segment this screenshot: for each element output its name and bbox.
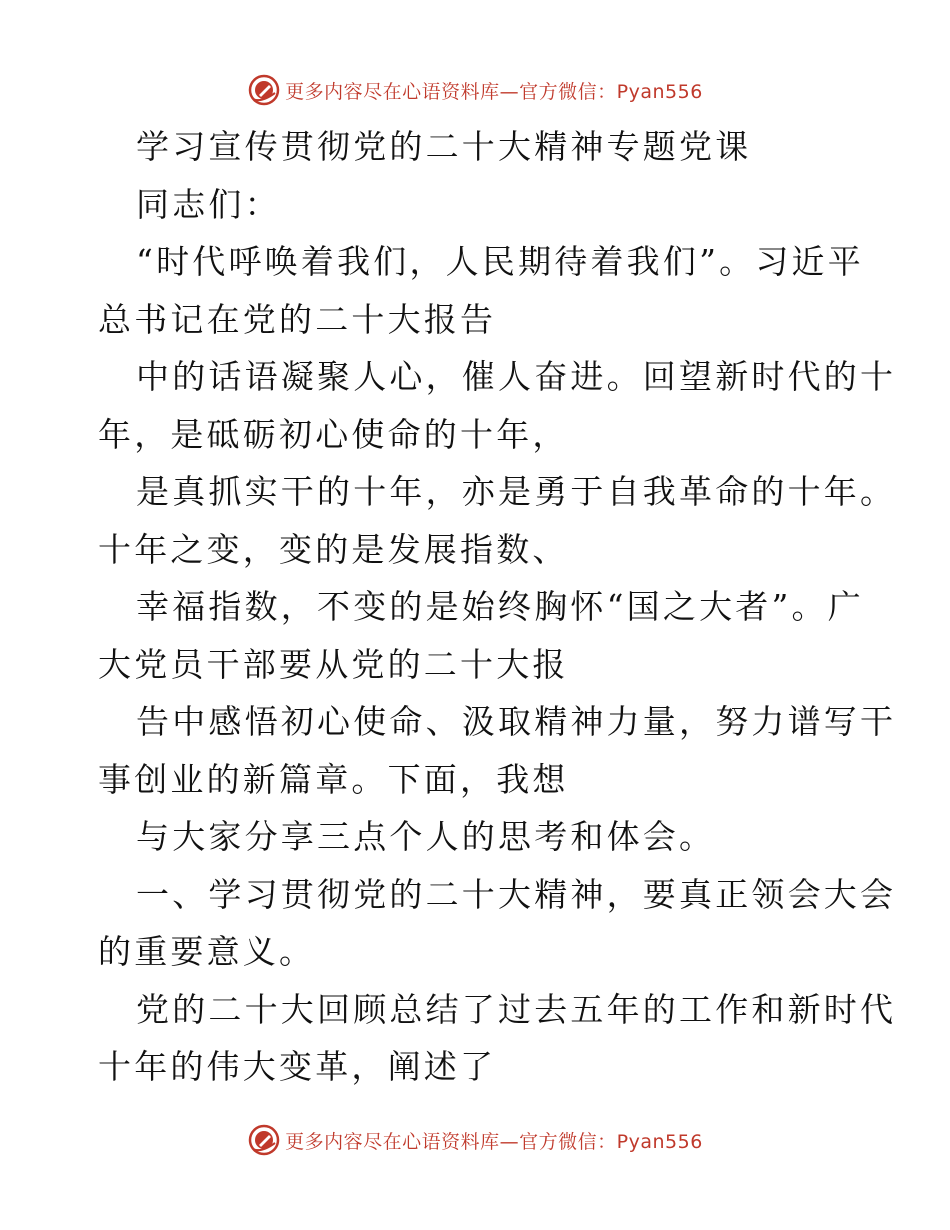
text-line: 大党员干部要从党的二十大报: [98, 644, 569, 684]
watermark-text: 更多内容尽在心语资料库—官方微信：Pyan556: [285, 1130, 703, 1153]
salutation: 同志们：: [136, 184, 281, 224]
pen-nib-circle-icon: [247, 73, 281, 107]
footer-watermark: [0, 1118, 950, 1162]
text-line: 总书记在党的二十大报告: [98, 299, 497, 339]
text-line: 告中感悟初心使命、汲取精神力量，努力谱写干: [136, 702, 897, 741]
text-line: 事创业的新篇章。下面，我想: [98, 759, 569, 799]
watermark-text: 更多内容尽在心语资料库—官方微信：Pyan556: [285, 80, 703, 103]
text-line: 幸福指数，不变的是始终胸怀“国之大者”。广: [136, 587, 864, 626]
pen-nib-circle-icon: [247, 1123, 281, 1157]
document-body: [98, 118, 897, 1096]
text-line: 十年的伟大变革，阐述了: [98, 1047, 497, 1086]
text-line: 十年之变，变的是发展指数、: [98, 529, 569, 569]
text-line: “时代呼唤着我们，人民期待着我们”。习近平: [136, 242, 864, 281]
body-text: [98, 233, 897, 1096]
text-line: 党的二十大回顾总结了过去五年的工作和新时代: [136, 989, 897, 1029]
text-line: 与大家分享三点个人的思考和体会。: [136, 817, 716, 856]
text-line: 是真抓实干的十年，亦是勇于自我革命的十年。: [136, 472, 897, 511]
text-line: 的重要意义。: [98, 932, 316, 971]
text-line: 年，是砥砺初心使命的十年，: [98, 414, 569, 454]
document-title: 学习宣传贯彻党的二十大精神专题党课: [136, 127, 752, 166]
text-line: 一、学习贯彻党的二十大精神，要真正领会大会: [136, 874, 897, 914]
text-line: 中的话语凝聚人心，催人奋进。回望新时代的十: [136, 357, 897, 396]
header-watermark: [0, 68, 950, 112]
